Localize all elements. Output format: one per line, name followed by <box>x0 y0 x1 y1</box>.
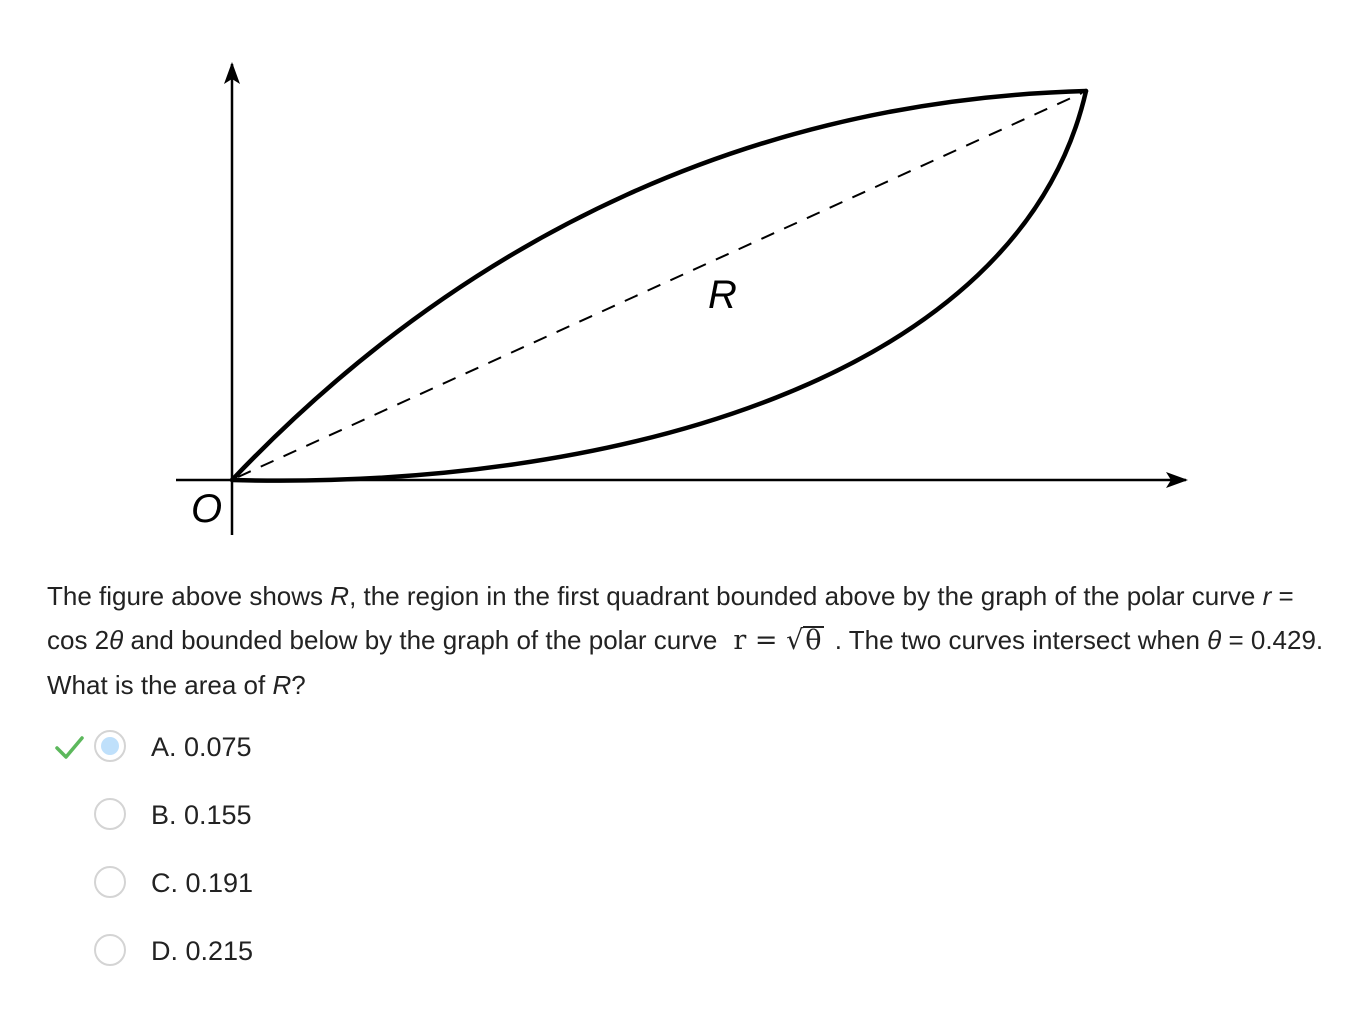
choice-c[interactable] <box>0 856 700 912</box>
theta-variable: θ <box>109 625 124 655</box>
radio-button-c[interactable] <box>94 866 126 898</box>
choice-label-d[interactable]: D. 0.215 <box>151 936 254 966</box>
radical-sign: √ <box>786 625 804 656</box>
radio-button-d[interactable] <box>94 934 126 966</box>
question-text-segment: = 0.429. What is the area of <box>47 625 1324 700</box>
question-text-segment: . The two curves intersect when <box>827 625 1208 655</box>
theta-variable: θ <box>1207 625 1222 655</box>
radio-button-b[interactable] <box>94 798 126 830</box>
choice-a[interactable] <box>0 720 700 776</box>
choice-label-a[interactable]: A. 0.075 <box>151 732 252 762</box>
question-text-segment: = cos 2 <box>47 581 1294 655</box>
region-variable: R <box>330 581 350 611</box>
math-lhs: r = <box>733 625 787 656</box>
choice-d[interactable] <box>0 924 700 980</box>
r-variable: r <box>1262 581 1272 611</box>
choice-b[interactable] <box>0 788 700 844</box>
radicand: θ <box>805 625 822 656</box>
question-text-segment: and bounded below by the graph of the polar curve <box>123 625 718 655</box>
region-label: R <box>708 273 737 317</box>
choice-label-c[interactable]: C. 0.191 <box>151 868 254 898</box>
intersection-dashed-line <box>238 93 1082 477</box>
choice-label-b[interactable]: B. 0.155 <box>151 800 252 830</box>
radio-button-a[interactable] <box>94 730 126 762</box>
checkmark-icon <box>54 734 84 760</box>
question-text-segment: , the region in the first quadrant bounded above by the graph of the polar curve <box>349 581 1263 611</box>
math-expression-sqrt-theta <box>733 625 823 656</box>
region-variable: R <box>272 670 292 700</box>
origin-label: O <box>191 487 223 531</box>
question-text-segment: The figure above shows <box>47 581 331 611</box>
question-text <box>47 574 1327 707</box>
question-text-segment: ? <box>291 670 306 700</box>
